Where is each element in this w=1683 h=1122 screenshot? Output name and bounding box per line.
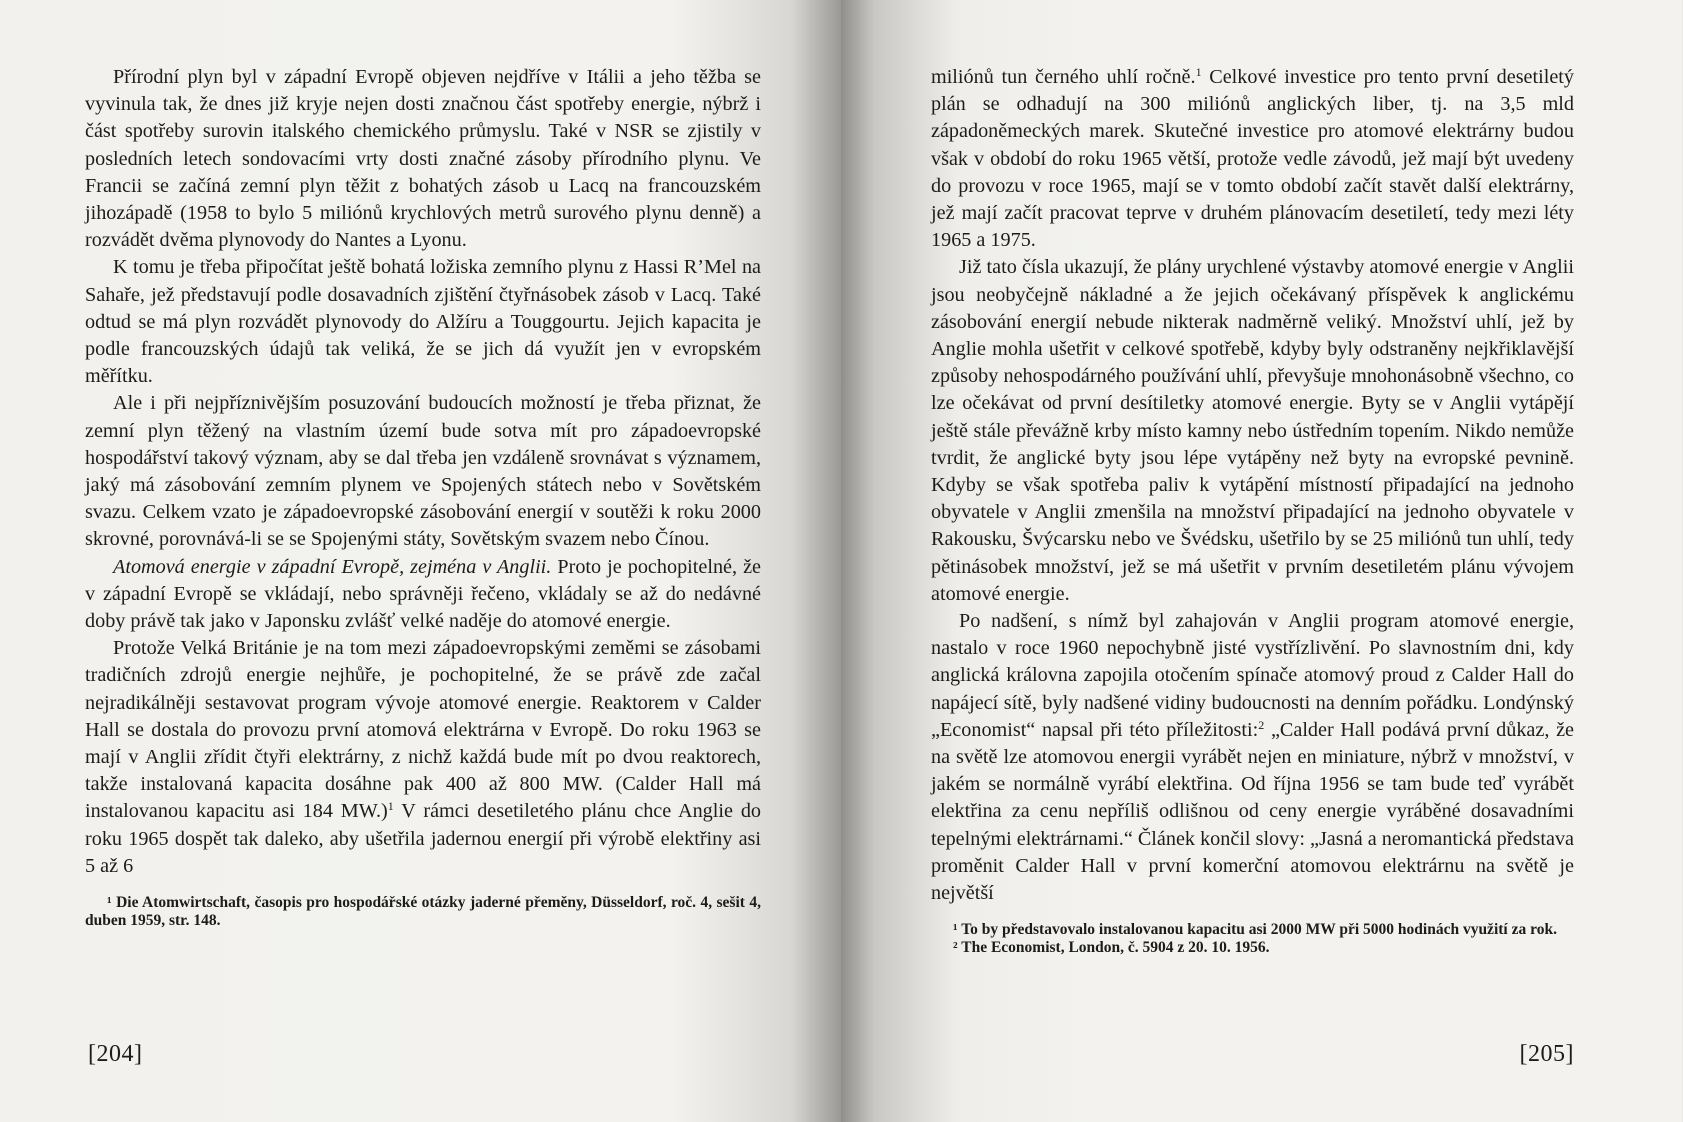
paragraph [931, 608, 1574, 907]
paragraph-text: „Calder Hall podává první důkaz, že na světě lze atomovou energii vyrábět nejen en miniature, nýbrž v množství, v jakém se normálně vyrábí elektřina. Od října 1956 se tam bude teď vyrábět elektřina za cenu nepříliš odlišnou od ceny energie vyráběné dosavadními tepelnými elektrárnami.“ Článek končil slovy: „Jasná a neromantická představa proměnit Calder Hall v první komerční atomovou elektrárnu na světě je největší [931, 718, 1574, 905]
left-page-body [85, 64, 761, 880]
paragraph-text: V rámci desetiletého plánu chce Anglie do roku 1965 dospět tak daleko, aby ušetřila jadernou energií při výrobě elektřiny asi 5 až 6 [85, 800, 762, 877]
footnote: ¹ Die Atomwirtschaft, časopis pro hospodářské otázky jaderné přeměny, Düsseldorf, roč. 4, sešit 4, duben 1959, str. 148. [85, 894, 761, 930]
paragraph-text: Celkové investice pro tento první desetiletý plán se odhadují na 300 miliónů anglických liber, tj. na 3,5 mld západoněmeckých marek. Skutečné investice pro atomové elektrárny budou však v období do roku 1965 větší, protože vedle závodů, jež mají být uvedeny do provozu v roce 1965, mají se v tomto období začít stavět další elektrárny, jež mají začít pracovat teprve v druhém plánovacím desetiletí, tedy mezi léty 1965 a 1975. [931, 66, 1574, 252]
footnote-ref: 1 [387, 799, 394, 814]
right-page-body [931, 64, 1574, 907]
footnote: ² The Economist, London, č. 5904 z 20. 10. 1956. [953, 939, 1270, 957]
footnote: ¹ To by představovalo instalovanou kapacitu asi 2000 MW při 5000 hodinách využití za rok. [953, 921, 1557, 939]
paragraph [931, 64, 1574, 254]
right-footnotes [931, 921, 1574, 957]
page-number: [204] [88, 1041, 143, 1067]
paragraph-text: Protože Velká Británie je na tom mezi západoevropskými zeměmi se zásobami tradičních zdrojů energie nejhůře, je pochopitelné, že se právě zde začal nejradikálněji sestavovat program vývoje atomové energie. Reaktorem v Calder Hall se dostala do provozu první atomová elektrárna v Evropě. Do roku 1963 se mají v Anglii zřídit čtyři elektrárny, z nichž každá bude mít po dvou reaktorech, takže instalovaná kapacita dosáhne pak 400 až 800 MW. (Calder Hall má instalovanou kapacitu asi 184 MW.) [85, 637, 761, 823]
left-footnotes [85, 894, 761, 930]
paragraph: K tomu je třeba připočítat ještě bohatá ložiska zemního plynu z Hassi R’Mel na Sahaře, jež představují podle dosavadních zjištění čtyřnásobek zásob v Lacq. Také odtud se má plyn rozvádět plynovody do Alžíru a Touggourtu. Jejich kapacita je podle francouzských údajů tak veliká, že se jich dá využít jen v evropském měřítku. [85, 256, 761, 388]
paragraph [85, 554, 761, 636]
paragraph: Přírodní plyn byl v západní Evropě objeven nejdříve v Itálii a jeho těžba se vyvinula tak, že dnes již kryje nejen dosti značnou část spotřeby energie, nýbrž i část spotřeby surovin italského chemického průmyslu. Také v NSR se zjistily v posledních letech sondovacími vrty dosti značné zásoby přírodního plynu. Ve Francii se začíná zemní plyn těžit z bohatých zásob u Lacq na francouzském jihozápadě (1958 to bylo 5 miliónů krychlových metrů surového plynu denně) a rozvádět dvěma plynovody do Nantes a Lyonu. [85, 66, 761, 252]
footnote-ref: 1 [1195, 65, 1202, 79]
section-heading-italic: Atomová energie v západní Evropě, zejména v Anglii. [113, 555, 552, 578]
paragraph [85, 635, 761, 880]
paragraph-text: Proto je pochopitelné, že v západní Evropě se vkládají, nebo správněji řečeno, vkládaly se až do nedávné doby právě tak jako v Japonsku zvlášť velké naděje do atomové energie. [85, 555, 761, 633]
footnote-ref: 2 [1258, 717, 1265, 732]
right-page [841, 0, 1682, 1122]
page-number: [205] [1519, 1041, 1574, 1067]
paragraph: Již tato čísla ukazují, že plány urychlené výstavby atomové energie v Anglii jsou neobyčejně nákladné a že jejich očekávaný příspěvek k anglickému zásobování energií nebude nikterak nadměrně veliký. Množství uhlí, jež by Anglie mohla ušetřit v celkové spotřebě, kdyby byly odstraněny nejkřiklavější způsoby nehospodárného používání uhlí, převyšuje mnohonásobně všechno, co lze očekávat od první desítiletky atomové energie. Byty se v Anglii vytápějí ještě stále převážně krby místo kamny nebo ústředním topením. Nikdo nemůže tvrdit, že anglické byty jsou lépe vytápěny než byty na evropské pevnině. Kdyby se však spotřeba paliv k vytápění místností připadající na jednoho obyvatele v Anglii zmenšila na množství připadající na jednoho obyvatele v Rakousku, Švýcarsku nebo ve Švédsku, ušetřilo by se 25 miliónů tun uhlí, tedy pětinásobek množství, jež se má ušetřit v prvním desetiletém plánu vývojem atomové energie. [931, 256, 1574, 605]
paragraph: Ale i při nejpříznivějším posuzování budoucích možností je třeba přiznat, že zemní plyn těžený na vlastním území bude sotva mít pro západoevropské hospodářství takový význam, aby se dal třeba jen vzdáleně srovnávat s významem, jaký má zásobování zemním plynem ve Spojených státech nebo v Sovětském svazu. Celkem vzato je západoevropské zásobování energií v soutěži k roku 2000 skrovné, porovnává-li se se Spojenými státy, Sovětským svazem nebo Čínou. [85, 392, 761, 551]
paragraph-text: Po nadšení, s nímž byl zahajován v Anglii program atomové energie, nastalo v roce 1960 nepochybně jisté vystřízlivění. Po slavnostním dni, kdy anglická královna zapojila otočením spínače atomový proud z Calder Hall do napájecí sítě, byly nadšené vidiny budoucnosti na denním pořádku. Londýnský „Economist“ napsal při této příležitosti: [931, 610, 1574, 741]
left-page [0, 0, 841, 1122]
paragraph-text: miliónů tun černého uhlí ročně. [931, 66, 1196, 88]
